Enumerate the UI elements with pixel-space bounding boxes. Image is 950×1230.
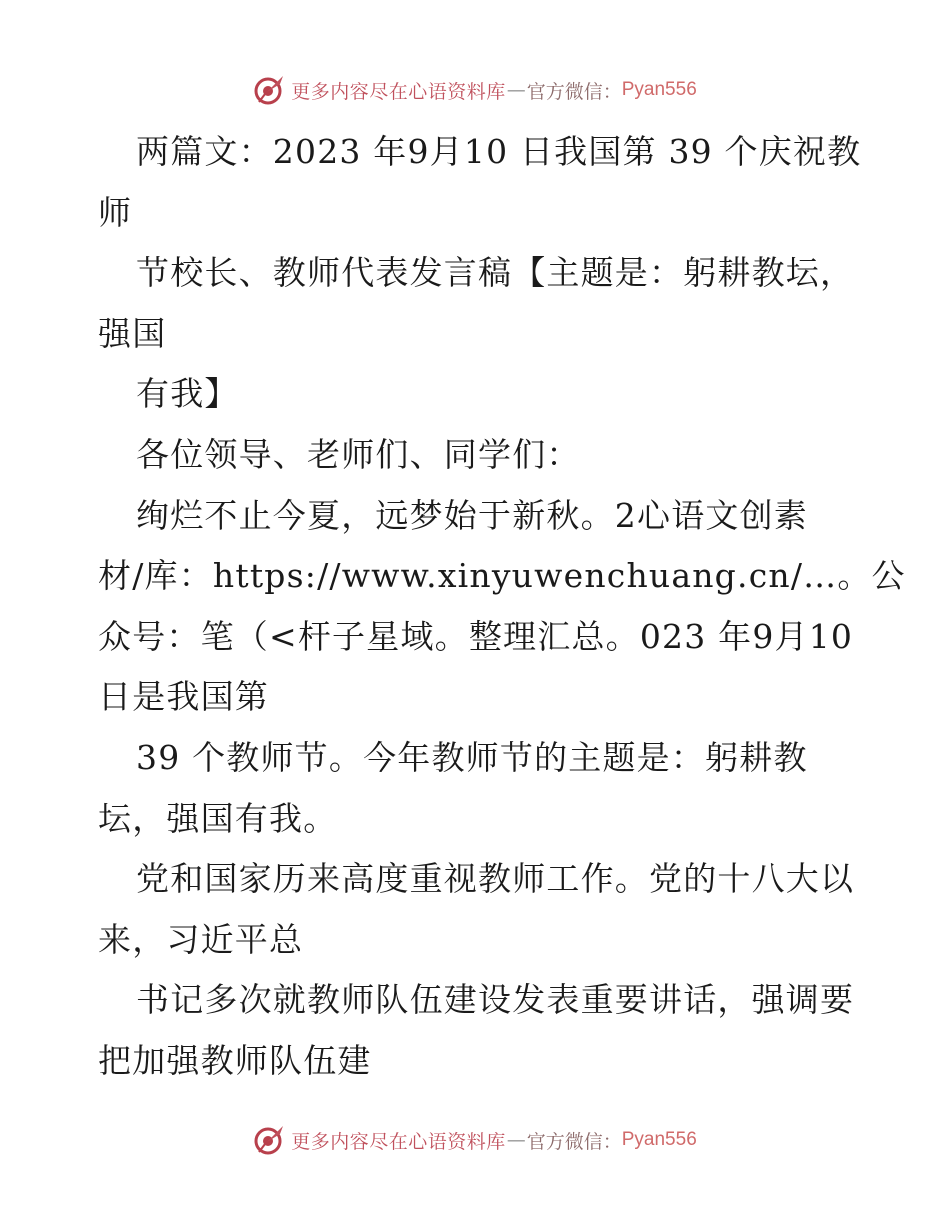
- watermark-separator: —: [506, 79, 526, 101]
- document-line: 师: [98, 192, 133, 232]
- quill-logo-icon: [253, 74, 285, 106]
- watermark-separator: —: [506, 1129, 526, 1151]
- watermark-wechat-id: Pyan556: [621, 1129, 697, 1150]
- watermark-label: 官方微信：: [526, 1130, 622, 1153]
- watermark-label: 官方微信：: [526, 80, 622, 103]
- document-line: 党和国家历来高度重视教师工作。党的十八大以: [136, 859, 855, 899]
- watermark-wechat-id: Pyan556: [621, 79, 697, 100]
- document-line: 两篇文：2023 年9月10 日我国第 39 个庆祝教: [136, 132, 862, 171]
- footer-watermark: [0, 1120, 950, 1160]
- document-line: 节校长、教师代表发言稿【主题是：躬耕教坛，: [136, 253, 855, 293]
- document-line: 坛，强国有我。: [98, 798, 338, 838]
- document-line: 材/库：https://www.xinyuwenchuang.cn/…。公: [98, 556, 906, 596]
- document-line: 有我】: [136, 374, 239, 414]
- header-watermark: [0, 70, 950, 110]
- document-line: 绚烂不止今夏，远梦始于新秋。2心语文创素: [136, 495, 808, 535]
- document-body: [98, 122, 906, 1092]
- document-line: 日是我国第: [98, 677, 269, 717]
- document-line: 各位领导、老师们、同学们：: [136, 434, 581, 474]
- watermark-text: 更多内容尽在心语资料库: [291, 1130, 506, 1153]
- document-line: 众号：笔（<杆子星域。整理汇总。023 年9月10: [98, 616, 854, 656]
- document-line: 书记多次就教师队伍建设发表重要讲话，强调要: [136, 980, 855, 1020]
- watermark-text: 更多内容尽在心语资料库: [291, 80, 506, 103]
- document-line: 强国: [98, 313, 167, 353]
- document-line: 39 个教师节。今年教师节的主题是：躬耕教: [136, 737, 808, 777]
- quill-logo-icon: [253, 1124, 285, 1156]
- document-line: 来，习近平总: [98, 919, 304, 959]
- document-line: 把加强教师队伍建: [98, 1040, 372, 1080]
